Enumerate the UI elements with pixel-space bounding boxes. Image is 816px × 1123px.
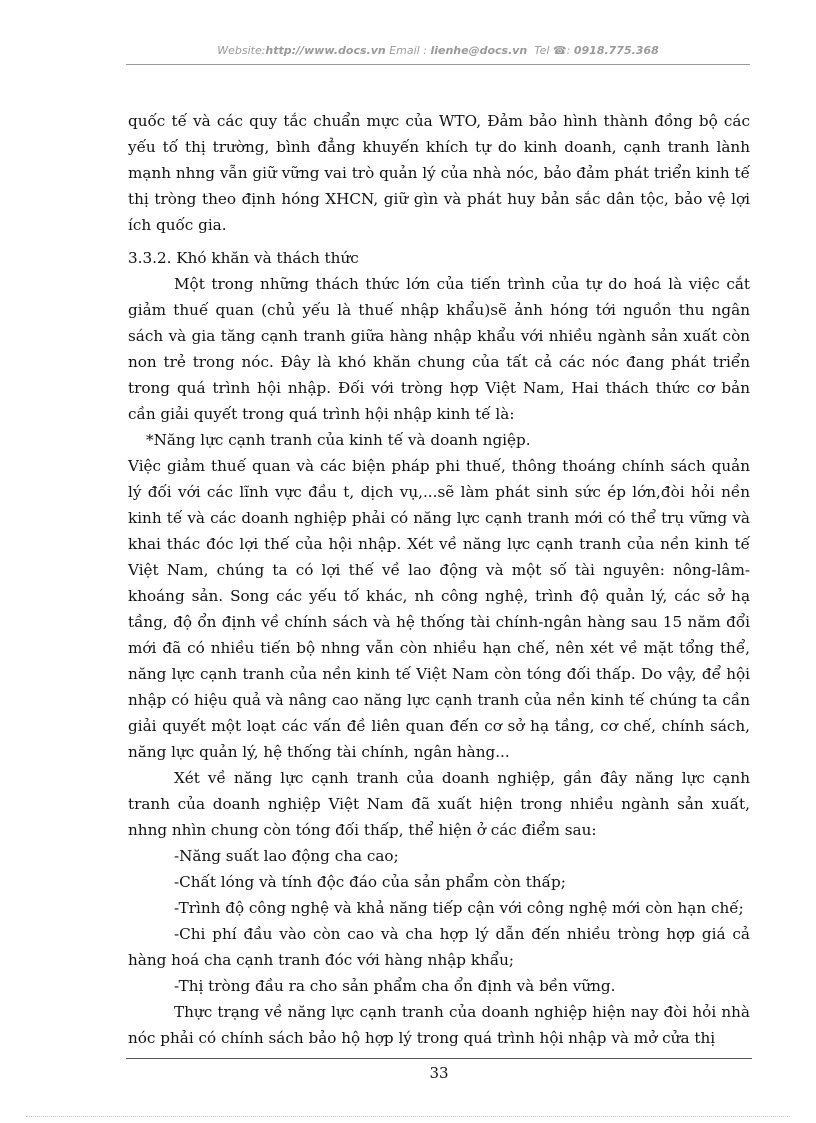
- list-item-technology: -Trình độ công nghệ và khả năng tiếp cận với công nghệ mới còn hạn chế;: [174, 899, 744, 917]
- paragraph-enterprise-competitiveness: Xét về năng lực cạnh tranh của doanh nghiệp, gần đây năng lực cạnh tranh của doanh nghiệp Việt Nam đã xuất hiện trong nhiều ngành sản xuất, nhng nhìn chung còn tóng đối thấp, thể hiện ở các điểm sau:: [128, 769, 750, 839]
- paragraph-tariff-reduction: Việc giảm thuế quan và các biện pháp phi thuế, thông thoáng chính sách quản lý đối với các lĩnh vực đầu t, dịch vụ,...sẽ làm phát sinh sức ép lớn,đòi hỏi nền kinh tế và các doanh nghiệp phải có năng lực cạnh tranh mới có thể trụ vững và khai thác đóc lợi thế của hội nhập. Xét về năng lực cạnh tranh của nền kinh tế Việt Nam, chúng ta có lợi thế về lao động và một số tài nguyên: nông-lâm-khoáng sản. Song các yếu tố khác, nh công nghệ, trình độ quản lý, các sở hạ tầng, độ ổn định về chính sách và hệ thống tài chính-ngân hàng sau 15 năm đổi mới đã có nhiều tiến bộ nhng vẫn còn nhiều hạn chế, nên xét về mặt tổng thể, năng lực cạnh tranh của nền kinh tế Việt Nam còn tóng đối thấp. Do vậy, để hội nhập có hiệu quả và nâng cao năng lực cạnh tranh của nền kinh tế chúng ta cần giải quyết một loạt các vấn đề liên quan đến cơ sở hạ tầng, cơ chế, chính sách, năng lực quản lý, hệ thống tài chính, ngân hàng...: [128, 457, 750, 761]
- header-divider: [126, 64, 750, 65]
- website-url: http://www.docs.vn: [265, 44, 386, 57]
- section-heading: 3.3.2. Khó khăn và thách thức: [128, 249, 359, 267]
- list-item-input-costs: -Chi phí đầu vào còn cao và cha hợp lý dẫn đến nhiều tròng hợp giá cả hàng hoá cha cạnh tranh đóc với hàng nhập khẩu;: [128, 925, 750, 969]
- page-bottom-border: [26, 1116, 790, 1117]
- bullet-competitiveness: *Năng lực cạnh tranh của kinh tế và doanh ngiệp.: [146, 431, 531, 449]
- paragraph-conclusion: Thực trạng về năng lực cạnh tranh của doanh nghiệp hiện nay đòi hỏi nhà nóc phải có chính sách bảo hộ hợp lý trong quá trình hội nhập và mở cửa thị: [128, 1003, 750, 1047]
- tel-number: 0918.775.368: [573, 44, 659, 57]
- footer-divider: [126, 1058, 752, 1059]
- list-item-productivity: -Năng suất lao động cha cao;: [174, 847, 399, 865]
- document-body: [128, 108, 750, 1051]
- page-number: 33: [429, 1064, 449, 1082]
- page-header: [126, 44, 750, 60]
- email-label: Email :: [389, 44, 427, 57]
- paragraph-challenges: Một trong những thách thức lớn của tiến trình của tự do hoá là việc cắt giảm thuế quan (chủ yếu là thuế nhập khẩu)sẽ ảnh hóng tới nguồn thu ngân sách và gia tăng cạnh tranh giữa hàng nhập khẩu với nhiều ngành sản xuất còn non trẻ trong nóc. Đây là khó khăn chung của tất cả các nóc đang phát triển trong quá trình hội nhập. Đối với tròng hợp Việt Nam, Hai thách thức cơ bản cần giải quyết trong quá trình hội nhập kinh tế là:: [128, 275, 750, 423]
- email-address: lienhe@docs.vn: [430, 44, 528, 57]
- list-item-quality: -Chất lóng và tính độc đáo của sản phẩm còn thấp;: [174, 873, 566, 891]
- website-label: Website:: [217, 44, 266, 57]
- list-item-output-market: -Thị tròng đầu ra cho sản phẩm cha ổn định và bền vững.: [174, 977, 616, 995]
- tel-label: Tel ☎:: [534, 44, 571, 57]
- paragraph-intro-continuation: quốc tế và các quy tắc chuẩn mực của WTO, Đảm bảo hình thành đồng bộ các yếu tố thị trường, bình đẳng khuyến khích tự do kinh doanh, cạnh tranh lành mạnh nhng vẫn giữ vững vai trò quản lý của nhà nóc, bảo đảm phát triển kinh tế thị tròng theo định hóng XHCN, giữ gìn và phát huy bản sắc dân tộc, bảo vệ lợi ích quốc gia.: [128, 112, 750, 234]
